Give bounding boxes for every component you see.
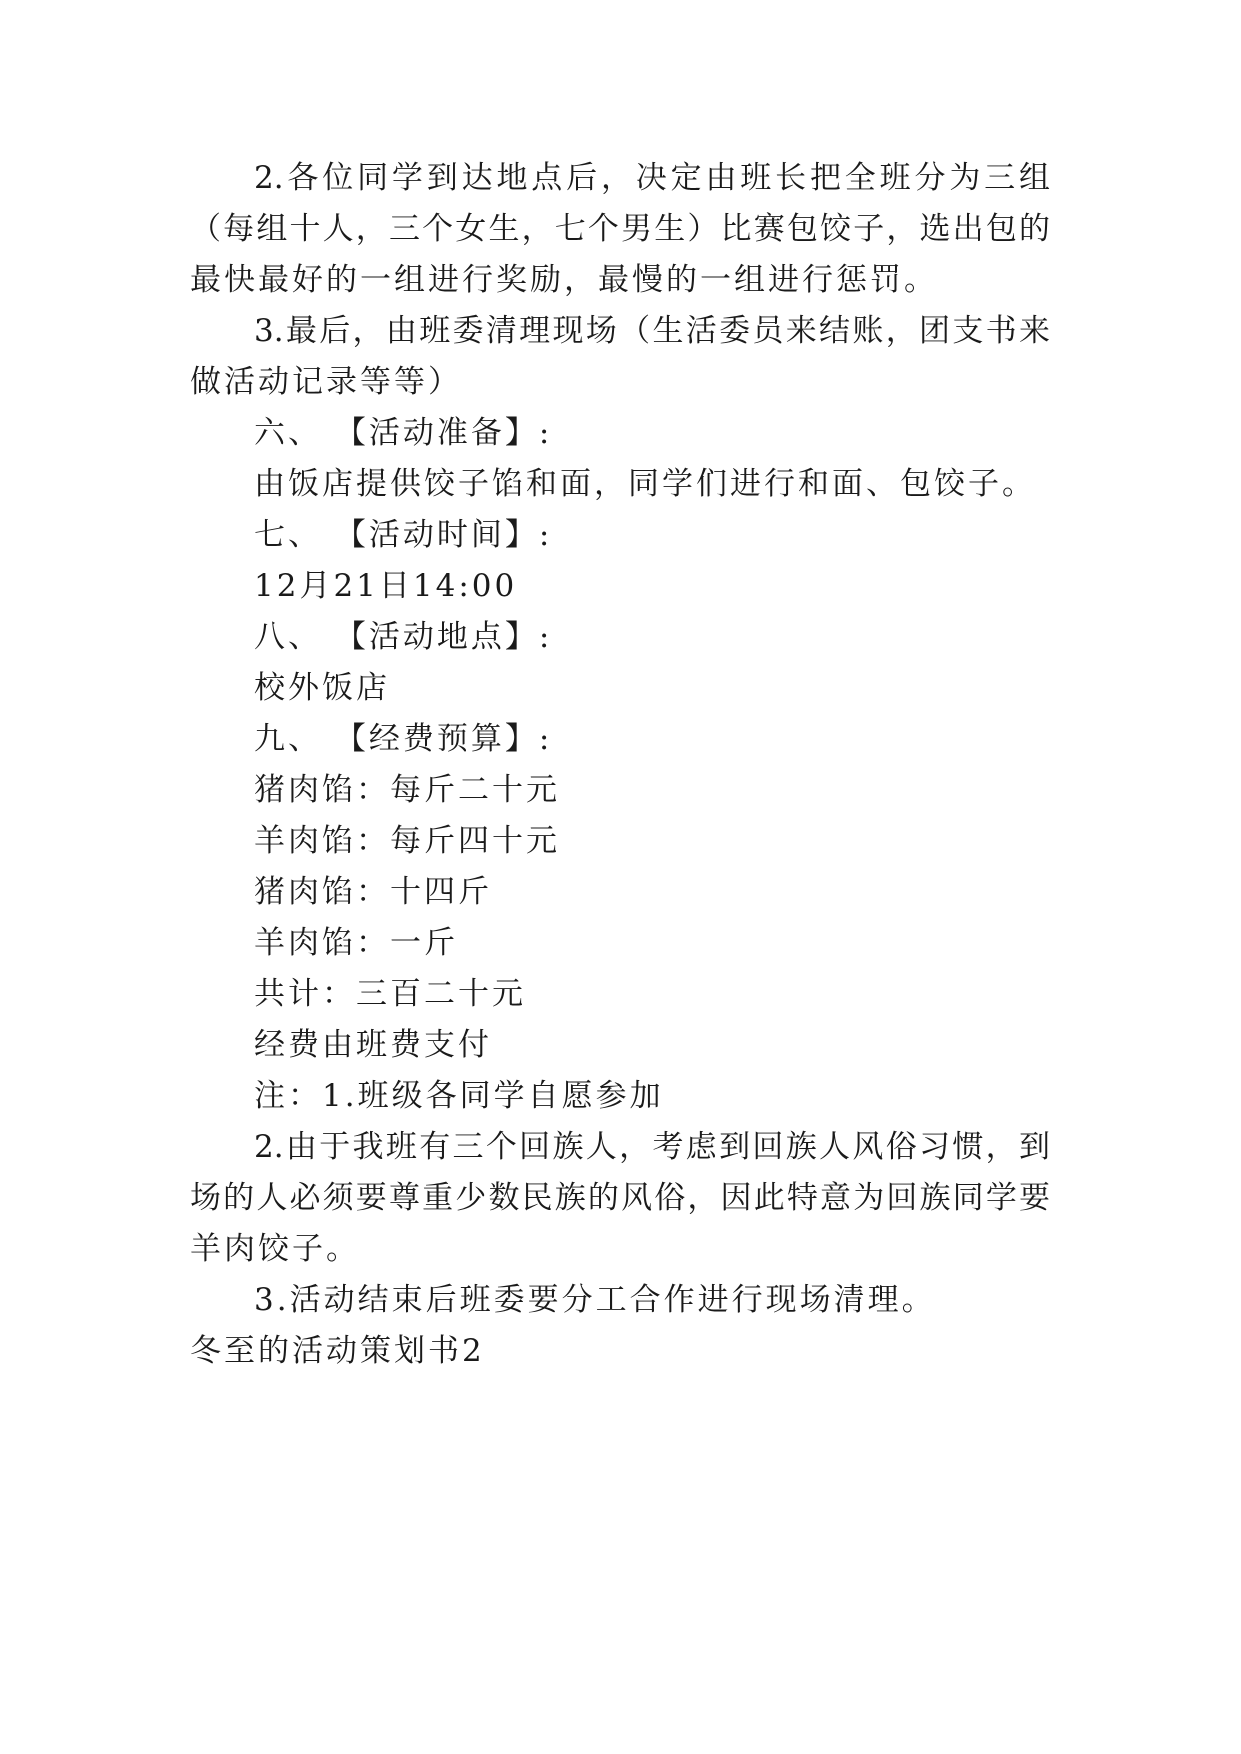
- paragraph-line: 2.各位同学到达地点后，决定由班长把全班分为三组: [254, 160, 1050, 196]
- document-title: 冬至的活动策划书2: [190, 1333, 485, 1369]
- note-line: 3.活动结束后班委要分工合作进行现场清理。: [254, 1282, 936, 1318]
- paragraph-line: 经费由班费支付: [254, 1027, 492, 1063]
- note-line: 羊肉饺子。: [190, 1231, 360, 1267]
- section-heading: 七、 【活动时间】:: [254, 517, 553, 553]
- budget-line: 猪肉馅：十四斤: [254, 874, 492, 910]
- note-line: 注：1.班级各同学自愿参加: [254, 1078, 664, 1114]
- section-heading: 八、 【活动地点】:: [254, 619, 553, 655]
- budget-line: 羊肉馅：一斤: [254, 925, 458, 961]
- paragraph-line: 校外饭店: [254, 670, 390, 706]
- paragraph-line: （每组十人，三个女生，七个男生）比赛包饺子，选出包的: [190, 211, 1050, 247]
- section-heading: 六、 【活动准备】:: [254, 415, 553, 451]
- note-line: 2.由于我班有三个回族人，考虑到回族人风俗习惯，到: [254, 1129, 1050, 1165]
- note-line: 场的人必须要尊重少数民族的风俗，因此特意为回族同学要: [190, 1180, 1050, 1216]
- budget-total: 共计：三百二十元: [254, 976, 526, 1012]
- paragraph-line: 12月21日14:00: [254, 568, 518, 604]
- paragraph-line: 最快最好的一组进行奖励，最慢的一组进行惩罚。: [190, 262, 938, 298]
- section-heading: 九、 【经费预算】:: [254, 721, 553, 757]
- budget-line: 猪肉馅：每斤二十元: [254, 772, 560, 808]
- paragraph-line: 3.最后，由班委清理现场（生活委员来结账，团支书来: [254, 313, 1050, 349]
- paragraph-line: 由饭店提供饺子馅和面，同学们进行和面、包饺子。: [254, 466, 1036, 502]
- paragraph-line: 做活动记录等等）: [190, 364, 462, 400]
- budget-line: 羊肉馅：每斤四十元: [254, 823, 560, 859]
